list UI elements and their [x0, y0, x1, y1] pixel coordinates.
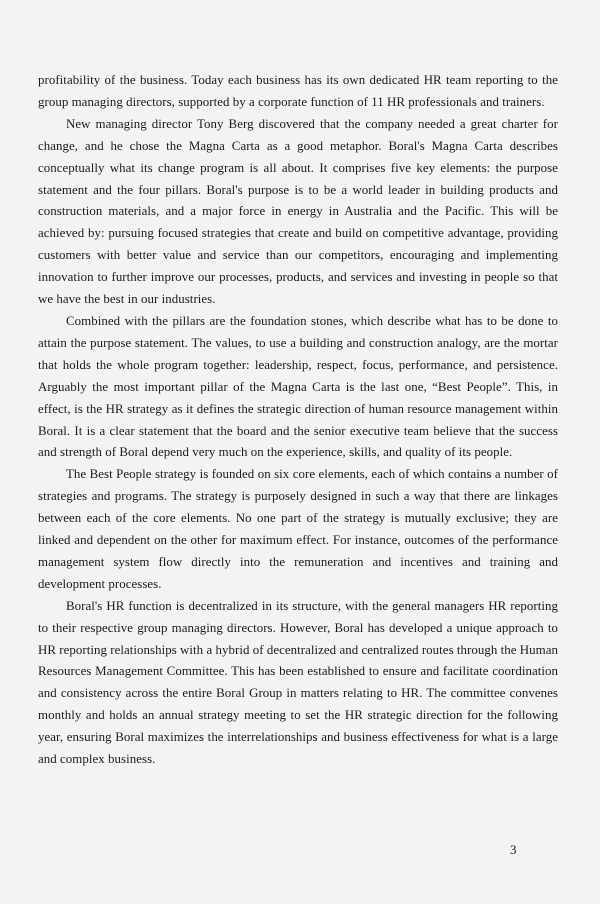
paragraph-1: profitability of the business. Today each business has its own dedicated HR team reporting to the group managing directors, supported by a corporate function of 11 HR professionals and trainers. — [38, 73, 558, 109]
paragraph-4: The Best People strategy is founded on six core elements, each of which contains a number of strategies and programs. The strategy is purposely designed in such a way that there are linkages between each of the core elements. No one part of the strategy is mutually exclusive; they are linked and dependent on the other for maximum effect. For instance, outcomes of the performance management system flow directly into the remuneration and incentives and training and development processes. — [38, 467, 558, 591]
paragraph-3: Combined with the pillars are the foundation stones, which describe what has to be done to attain the purpose statement. The values, to use a building and construction analogy, are the mortar that holds the whole program together: leadership, respect, focus, performance, and persistence. Arguably the most important pillar of the Magna Carta is the last one, “Best People”. This, in effect, is the HR strategy as it defines the strategic direction of human resource management within Boral. It is a clear statement that the board and the senior executive team believe that the success and strength of Boral depend very much on the experience, skills, and quality of its people. — [38, 313, 558, 460]
page-body — [38, 70, 558, 771]
paragraph-5: Boral's HR function is decentralized in its structure, with the general managers HR reporting to their respective group managing directors. However, Boral has developed a unique approach to HR reporting relationships with a hybrid of decentralized and centralized routes through the Human Resources Management Committee. This has been established to ensure and facilitate coordination and consistency across the entire Boral Group in matters relating to HR. The committee convenes monthly and holds an annual strategy meeting to set the HR strategic direction for the following year, ensuring Boral maximizes the interrelationships and business effectiveness for what is a large and complex business. — [38, 598, 559, 767]
page-number: 3 — [510, 842, 517, 857]
paragraph-2: New managing director Tony Berg discovered that the company needed a great charter for change, and he chose the Magna Carta as a good metaphor. Boral's Magna Carta describes conceptually what its change program is all about. It comprises five key elements: the purpose statement and the four pillars. Boral's purpose is to be a world leader in building products and construction materials, and a major force in energy in Australia and the Pacific. This will be achieved by: pursuing focused strategies that create and build on competitive advantage, providing customers with better value and service than our competitors, encouraging and implementing innovation to further improve our processes, products, and services and investing in people so that we have the best in our industries. — [38, 116, 558, 307]
